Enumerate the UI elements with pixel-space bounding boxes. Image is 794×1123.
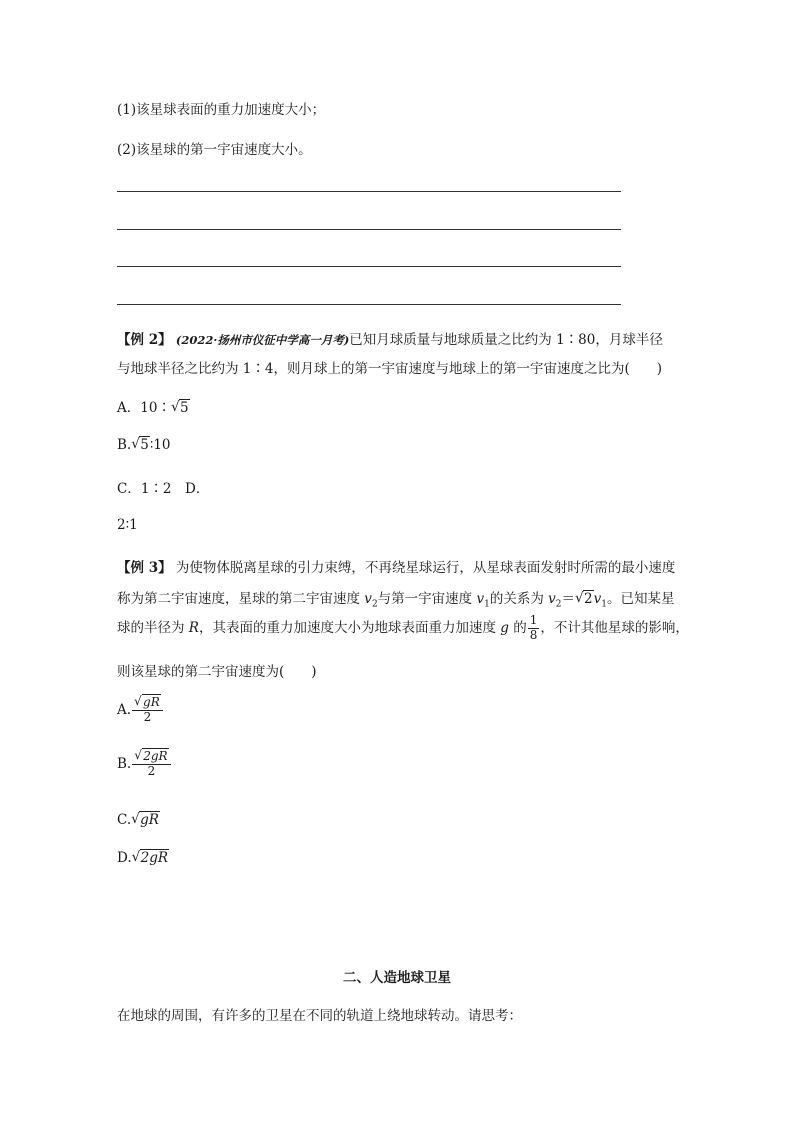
text: 与第一宇宙速度	[377, 591, 477, 607]
example-3-tag: 【例 3】	[117, 560, 172, 576]
answer-line-2	[117, 229, 621, 230]
example-3-option-c	[117, 812, 160, 828]
radicand: gR	[140, 812, 159, 828]
example-3-text-1: 为使物体脱离星球的引力束缚，不再绕星球运行，从星球表面发射时所需的最小速度	[175, 560, 676, 576]
sqrt-symbol	[132, 850, 169, 866]
v2-symbol: v	[548, 591, 556, 607]
example-2-option-c: C．1∶2 D．	[117, 481, 210, 497]
fraction	[528, 614, 540, 643]
sqrt-symbol	[575, 591, 594, 607]
example-3-line-2: 称为第二宇宙速度，星球的第二宇宙速度 $v_2$与第一宇宙速度 $v_1$的关系为 $v_2=√$ $2v_1$。已知某星	[117, 587, 674, 610]
numerator: 1	[529, 613, 538, 627]
denominator: 2	[147, 763, 156, 778]
question-1: (1)该星球表面的重力加速度大小；	[117, 102, 326, 118]
example-3-line-1	[117, 556, 675, 576]
option-a-prefix: A．10∶	[117, 400, 171, 416]
example-2-option-b	[117, 437, 171, 453]
option-label: B.	[117, 755, 132, 772]
text: ，其表面的重力加速度大小为地球表面重力加速度	[198, 619, 501, 636]
text: 的关系为	[489, 591, 549, 607]
section-title: 二、人造地球卫星	[343, 970, 451, 986]
numerator	[132, 750, 170, 765]
v1-symbol: v	[593, 591, 602, 607]
sqrt-symbol	[131, 812, 160, 828]
v1-symbol: v	[476, 591, 485, 607]
answer-line-3	[117, 266, 621, 267]
text: 的	[508, 619, 527, 636]
example-3-option-a	[117, 696, 164, 725]
example-2-text-1: 已知月球质量与地球质量之比约为 1∶80，月球半径	[349, 332, 663, 348]
option-label: A.	[117, 701, 132, 718]
fraction	[132, 750, 170, 779]
question-2: (2)该星球的第一宇宙速度大小。	[117, 142, 312, 158]
example-3-line-3	[117, 614, 689, 643]
subscript: 2	[371, 599, 378, 610]
radicand: 2	[584, 591, 593, 607]
subscript: 1	[601, 599, 607, 610]
text: 称为第二宇宙速度，星球的第二宇宙速度	[117, 591, 365, 607]
example-3-line-4: 则该星球的第二宇宙速度为( )	[117, 664, 317, 680]
example-2-source: (2022·扬州市仪征中学高一月考)	[175, 333, 350, 347]
radicand: 2gR	[140, 850, 169, 866]
example-2-tag: 【例 2】	[117, 332, 172, 348]
subscript: 2	[555, 599, 562, 610]
option-label: D.	[117, 850, 132, 866]
section-intro: 在地球的周围，有许多的卫星在不同的轨道上绕地球转动。请思考：	[117, 1008, 522, 1024]
sqrt-symbol	[134, 696, 161, 710]
radicand: 2gR	[143, 749, 168, 763]
answer-line-4	[117, 304, 621, 305]
denominator: 2	[143, 709, 152, 724]
gravity-symbol: g	[500, 619, 509, 636]
radius-symbol: R	[188, 619, 199, 636]
example-2-option-a	[117, 396, 190, 416]
sqrt-symbol	[131, 437, 150, 453]
radicand: gR	[143, 695, 160, 709]
option-label: C.	[117, 812, 132, 828]
example-2-line-2: 与地球半径之比约为 1∶4，则月球上的第一宇宙速度与地球上的第一宇宙速度之比为( )	[117, 361, 663, 377]
example-2-option-d: 2∶1	[117, 517, 138, 533]
option-a-radicand: 5	[179, 400, 189, 416]
example-3-option-d	[117, 850, 169, 866]
v2-symbol: v	[364, 591, 372, 607]
option-b-radicand: 5	[140, 437, 149, 453]
text: 。已知某星	[606, 591, 675, 607]
answer-line-1	[117, 191, 621, 192]
example-3-option-b	[117, 750, 172, 779]
denominator: 8	[529, 627, 538, 642]
option-b-suffix: ∶10	[149, 437, 171, 453]
text: 球的半径为	[117, 619, 189, 636]
fraction	[132, 696, 163, 725]
subscript: 1	[484, 599, 490, 610]
option-b-prefix: B.	[117, 437, 132, 453]
numerator	[132, 696, 163, 711]
sqrt-symbol	[171, 400, 190, 416]
example-2-line-1	[117, 328, 663, 348]
sqrt-symbol	[134, 750, 168, 764]
text: ，不计其他星球的影响，	[540, 619, 689, 636]
